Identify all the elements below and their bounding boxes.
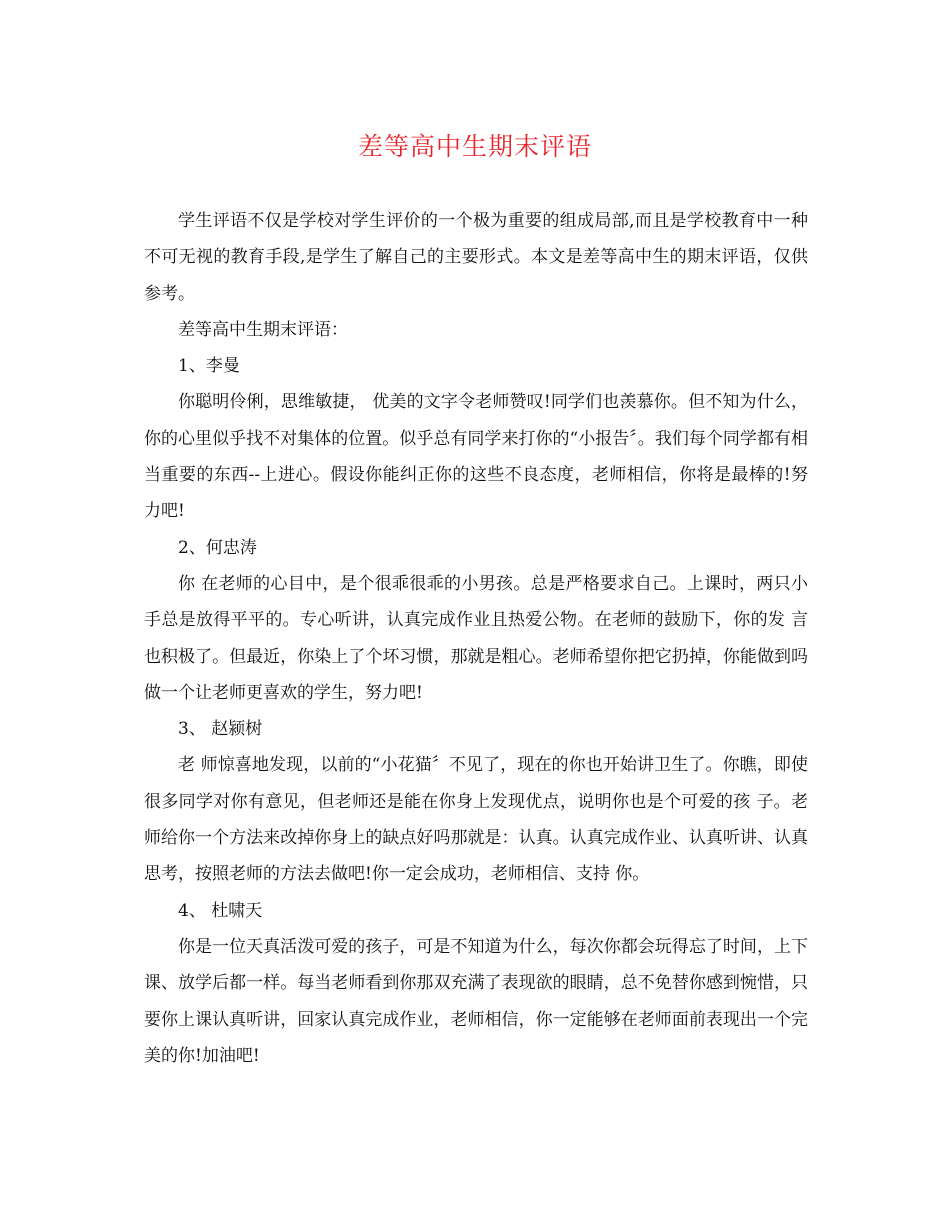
student-heading-3: 3、 赵颍树 [178, 719, 263, 740]
document-body [144, 203, 808, 1074]
intro-paragraph: 学生评语不仅是学校对学生评价的一个极为重要的组成局部,而且是学校教育中一种不可无视的教育手段,是学生了解自己的主要形式。本文是差等高中生的期末评语，仅供参考。 [144, 211, 808, 304]
student-heading-2: 2、何忠涛 [178, 537, 257, 558]
document-title: 差等高中生期末评语 [357, 132, 592, 161]
student-heading-1: 1、李曼 [178, 356, 240, 377]
student-heading-4: 4、 杜啸天 [178, 900, 263, 921]
student-comment-3: 老 师惊喜地发现，以前的“小花猫〞不见了，现在的你也开始讲卫生了。你瞧，即使很多同学对你有意见，但老师还是能在你身上发现优点，说明你也是个可爱的孩 子。老师给你一个方法来改掉你身上的缺点好吗那就是：认真。认真完成作业、认真听讲、认真思考，按照老师的方法去做吧!你一定会成功，老师相信、支持 你。 [144, 755, 808, 885]
student-comment-4: 你是一位天真活泼可爱的孩子，可是不知道为什么，每次你都会玩得忘了时间，上下课、放学后都一样。每当老师看到你那双充满了表现欲的眼睛，总不免替你感到惋惜，只要你上课认真听讲，回家认真完成作业，老师相信，你一定能够在老师面前表现出一个完美的你!加油吧! [144, 936, 808, 1066]
section-heading: 差等高中生期末评语： [178, 319, 348, 340]
student-comment-2: 你 在老师的心目中，是个很乖很乖的小男孩。总是严格要求自己。上课时，两只小手总是放得平平的。专心听讲，认真完成作业且热爱公物。在老师的鼓励下，你的发 言也积极了。但最近，你染上了个坏习惯，那就是粗心。老师希望你把它扔掉，你能做到吗做一个让老师更喜欢的学生，努力吧! [144, 573, 808, 703]
student-comment-1: 你聪明伶俐，思维敏捷， 优美的文字令老师赞叹!同学们也羡慕你。但不知为什么，你的心里似乎找不对集体的位置。似乎总有同学来打你的“小报告〞。我们每个同学都有相当重要的东西--上进心。假设你能纠正你的这些不良态度，老师相信，你将是最棒的!努力吧! [144, 392, 808, 522]
